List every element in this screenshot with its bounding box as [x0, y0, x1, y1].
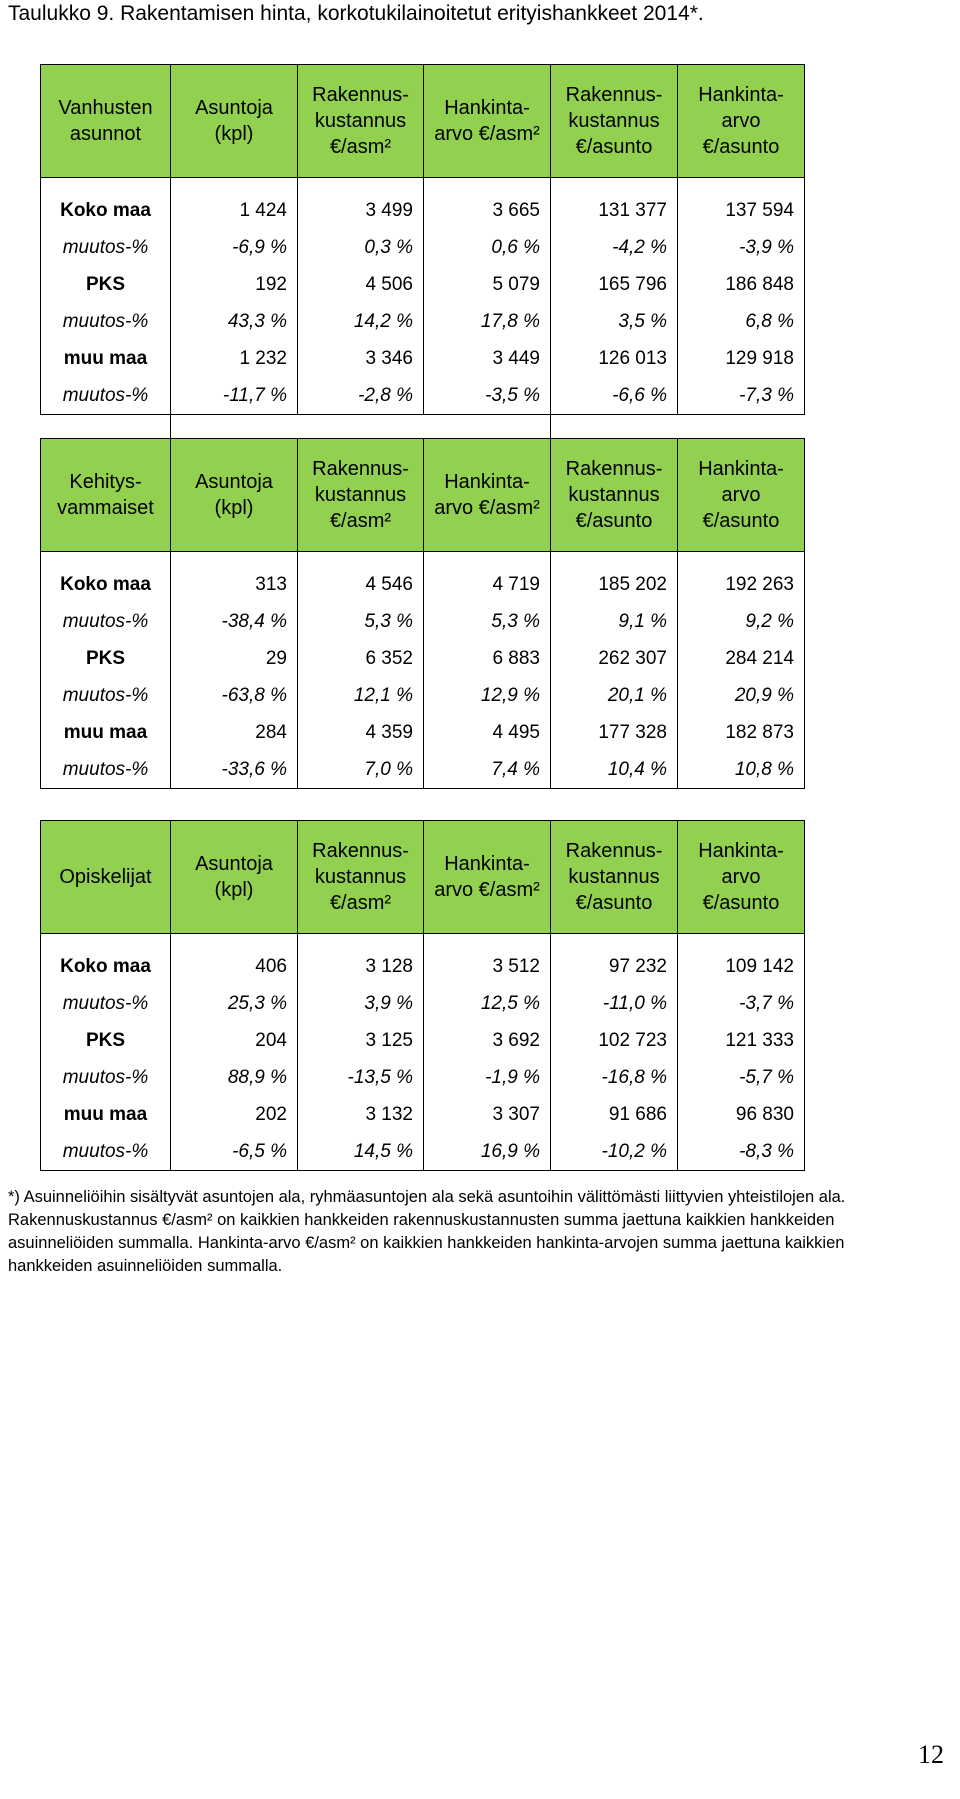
table-row	[41, 948, 805, 985]
table-cell: 29	[171, 640, 298, 677]
table-cell: 7,4 %	[424, 751, 551, 789]
table-cell: 186 848	[678, 266, 805, 303]
table-row	[41, 677, 805, 714]
table-row	[41, 377, 805, 415]
col-header-asuntoja: Asuntoja (kpl)	[171, 821, 298, 934]
col-header-asuntoja: Asuntoja (kpl)	[171, 439, 298, 552]
table-cell: 4 546	[298, 566, 424, 603]
table-cell: -3,5 %	[424, 377, 551, 415]
table-vanhusten-asunnot	[40, 64, 805, 415]
group-header: Kehitys-vammaiset	[41, 439, 171, 552]
table-cell: 4 506	[298, 266, 424, 303]
table-cell: 7,0 %	[298, 751, 424, 789]
table-row	[41, 1059, 805, 1096]
spacer-cell	[298, 178, 424, 193]
table-cell: 96 830	[678, 1096, 805, 1133]
spacer-cell	[678, 552, 805, 567]
table-cell: 177 328	[551, 714, 678, 751]
table-cell: -6,6 %	[551, 377, 678, 415]
spacer-cell	[41, 552, 171, 567]
table-cell: 12,5 %	[424, 985, 551, 1022]
table-cell: 6 352	[298, 640, 424, 677]
col-header-rakennus-asunto: Rakennus-kustannus €/asunto	[551, 821, 678, 934]
table-cell: -2,8 %	[298, 377, 424, 415]
spacer-cell	[171, 552, 298, 567]
row-label: muutos-%	[41, 603, 171, 640]
page-title: Taulukko 9. Rakentamisen hinta, korkotukilainoitetut erityishankkeet 2014*.	[8, 2, 704, 25]
spacer-cell	[298, 934, 424, 949]
table-cell: 1 232	[171, 340, 298, 377]
table-cell: 12,1 %	[298, 677, 424, 714]
table-cell: 4 359	[298, 714, 424, 751]
table-cell: 6 883	[424, 640, 551, 677]
spacer-cell	[41, 178, 171, 193]
group-header: Opiskelijat	[41, 821, 171, 934]
row-label: muu maa	[41, 340, 171, 377]
table-cell: -38,4 %	[171, 603, 298, 640]
spacer-cell	[551, 934, 678, 949]
table-cell: 284	[171, 714, 298, 751]
row-label: PKS	[41, 1022, 171, 1059]
table-cell: -7,3 %	[678, 377, 805, 415]
table-cell: 88,9 %	[171, 1059, 298, 1096]
spacer-cell	[171, 934, 298, 949]
row-label: muutos-%	[41, 1059, 171, 1096]
table-cell: -11,0 %	[551, 985, 678, 1022]
col-header-hankinta-asunto: Hankinta-arvo €/asunto	[678, 821, 805, 934]
row-label: Koko maa	[41, 192, 171, 229]
table-cell: -16,8 %	[551, 1059, 678, 1096]
table-opiskelijat	[40, 820, 805, 1171]
col-header-rakennus-asm: Rakennus-kustannus €/asm²	[298, 821, 424, 934]
table-cell: 5 079	[424, 266, 551, 303]
table-cell: 284 214	[678, 640, 805, 677]
table-row	[41, 266, 805, 303]
col-header-asuntoja: Asuntoja (kpl)	[171, 65, 298, 178]
table-cell: 3 132	[298, 1096, 424, 1133]
table-cell: 3 125	[298, 1022, 424, 1059]
table-cell: 5,3 %	[298, 603, 424, 640]
table-cell: 4 495	[424, 714, 551, 751]
table-cell: 0,6 %	[424, 229, 551, 266]
spacer-cell	[424, 552, 551, 567]
table-cell: -3,7 %	[678, 985, 805, 1022]
page-number: 12	[918, 1740, 944, 1769]
table-cell: 129 918	[678, 340, 805, 377]
table-cell: 182 873	[678, 714, 805, 751]
row-label: Koko maa	[41, 566, 171, 603]
spacer-cell	[171, 178, 298, 193]
table-cell: -5,7 %	[678, 1059, 805, 1096]
table-row	[41, 340, 805, 377]
table-cell: 20,1 %	[551, 677, 678, 714]
table-cell: 6,8 %	[678, 303, 805, 340]
table-cell: -11,7 %	[171, 377, 298, 415]
table-cell: 14,5 %	[298, 1133, 424, 1171]
spacer-cell	[551, 552, 678, 567]
table-row	[41, 229, 805, 266]
table-cell: -4,2 %	[551, 229, 678, 266]
group-header: Vanhusten asunnot	[41, 65, 171, 178]
table-cell: 43,3 %	[171, 303, 298, 340]
row-label: muu maa	[41, 1096, 171, 1133]
divider-line	[170, 402, 171, 438]
spacer-cell	[678, 178, 805, 193]
table-cell: 10,4 %	[551, 751, 678, 789]
spacer-row	[41, 934, 805, 949]
spacer-cell	[678, 934, 805, 949]
table-cell: -33,6 %	[171, 751, 298, 789]
spacer-cell	[424, 934, 551, 949]
spacer-cell	[41, 934, 171, 949]
table-cell: 406	[171, 948, 298, 985]
table-row	[41, 192, 805, 229]
table-cell: 91 686	[551, 1096, 678, 1133]
table-cell: 10,8 %	[678, 751, 805, 789]
table-cell: -6,5 %	[171, 1133, 298, 1171]
footnote: *) Asuinneliöihin sisältyvät asuntojen ala, ryhmäasuntojen ala sekä asuntoihin välittömästi liittyvien yhteistilojen ala. Rakennuskustannus €/asm² on kaikkien hankkeiden rakennuskustannusten summa jaettuna kaikkien hankkeiden asuinneliöiden summalla. Hankinta-arvo €/asm² on kaikkien hankkeiden hankinta-arvojen summa jaettuna kaikkien hankkeiden asuinneliöiden summalla.	[8, 1188, 846, 1275]
row-label: muutos-%	[41, 985, 171, 1022]
table-row	[41, 566, 805, 603]
table-row	[41, 1022, 805, 1059]
row-label: muutos-%	[41, 751, 171, 789]
table-cell: 1 424	[171, 192, 298, 229]
col-header-hankinta-asm: Hankinta-arvo €/asm²	[424, 65, 551, 178]
table-cell: 97 232	[551, 948, 678, 985]
table-kehitysvammaiset	[40, 438, 805, 789]
table-cell: 121 333	[678, 1022, 805, 1059]
spacer-row	[41, 552, 805, 567]
table-cell: -63,8 %	[171, 677, 298, 714]
table-cell: 3 449	[424, 340, 551, 377]
table-cell: 102 723	[551, 1022, 678, 1059]
row-label: muutos-%	[41, 677, 171, 714]
row-label: muutos-%	[41, 377, 171, 415]
table-cell: 25,3 %	[171, 985, 298, 1022]
table-cell: 192 263	[678, 566, 805, 603]
col-header-hankinta-asunto: Hankinta-arvo €/asunto	[678, 65, 805, 178]
table-cell: 3 692	[424, 1022, 551, 1059]
col-header-rakennus-asm: Rakennus-kustannus €/asm²	[298, 439, 424, 552]
col-header-rakennus-asunto: Rakennus-kustannus €/asunto	[551, 439, 678, 552]
table-cell: 192	[171, 266, 298, 303]
row-label: muutos-%	[41, 1133, 171, 1171]
table-row	[41, 303, 805, 340]
table-row	[41, 985, 805, 1022]
table-cell: 137 594	[678, 192, 805, 229]
divider-line	[550, 402, 551, 438]
table-cell: 204	[171, 1022, 298, 1059]
col-header-rakennus-asunto: Rakennus-kustannus €/asunto	[551, 65, 678, 178]
table-cell: 313	[171, 566, 298, 603]
table-cell: -6,9 %	[171, 229, 298, 266]
table-cell: 14,2 %	[298, 303, 424, 340]
table-cell: 165 796	[551, 266, 678, 303]
spacer-row	[41, 178, 805, 193]
table-cell: 12,9 %	[424, 677, 551, 714]
table-cell: 202	[171, 1096, 298, 1133]
table-row	[41, 1096, 805, 1133]
table-cell: 3 499	[298, 192, 424, 229]
col-header-hankinta-asm: Hankinta-arvo €/asm²	[424, 821, 551, 934]
table-cell: -10,2 %	[551, 1133, 678, 1171]
table-cell: 3 307	[424, 1096, 551, 1133]
spacer-cell	[298, 552, 424, 567]
table-row	[41, 751, 805, 789]
table-cell: -3,9 %	[678, 229, 805, 266]
spacer-cell	[551, 178, 678, 193]
table-cell: 5,3 %	[424, 603, 551, 640]
table-row	[41, 603, 805, 640]
table-cell: 262 307	[551, 640, 678, 677]
table-row	[41, 1133, 805, 1171]
table-cell: 9,2 %	[678, 603, 805, 640]
col-header-rakennus-asm: Rakennus-kustannus €/asm²	[298, 65, 424, 178]
table-cell: 17,8 %	[424, 303, 551, 340]
row-label: muutos-%	[41, 229, 171, 266]
row-label: PKS	[41, 266, 171, 303]
table-cell: 131 377	[551, 192, 678, 229]
row-label: PKS	[41, 640, 171, 677]
table-cell: 109 142	[678, 948, 805, 985]
table-cell: -8,3 %	[678, 1133, 805, 1171]
table-cell: 3 512	[424, 948, 551, 985]
col-header-hankinta-asm: Hankinta-arvo €/asm²	[424, 439, 551, 552]
table-cell: 3,9 %	[298, 985, 424, 1022]
row-label: muutos-%	[41, 303, 171, 340]
table-cell: 185 202	[551, 566, 678, 603]
table-cell: -1,9 %	[424, 1059, 551, 1096]
table-cell: 20,9 %	[678, 677, 805, 714]
table-cell: 3,5 %	[551, 303, 678, 340]
row-label: Koko maa	[41, 948, 171, 985]
table-row	[41, 640, 805, 677]
table-cell: 9,1 %	[551, 603, 678, 640]
table-cell: 3 665	[424, 192, 551, 229]
table-cell: 0,3 %	[298, 229, 424, 266]
spacer-cell	[424, 178, 551, 193]
table-cell: 3 346	[298, 340, 424, 377]
table-row	[41, 714, 805, 751]
table-cell: 126 013	[551, 340, 678, 377]
table-cell: 16,9 %	[424, 1133, 551, 1171]
row-label: muu maa	[41, 714, 171, 751]
table-cell: 4 719	[424, 566, 551, 603]
col-header-hankinta-asunto: Hankinta-arvo €/asunto	[678, 439, 805, 552]
table-cell: 3 128	[298, 948, 424, 985]
table-cell: -13,5 %	[298, 1059, 424, 1096]
